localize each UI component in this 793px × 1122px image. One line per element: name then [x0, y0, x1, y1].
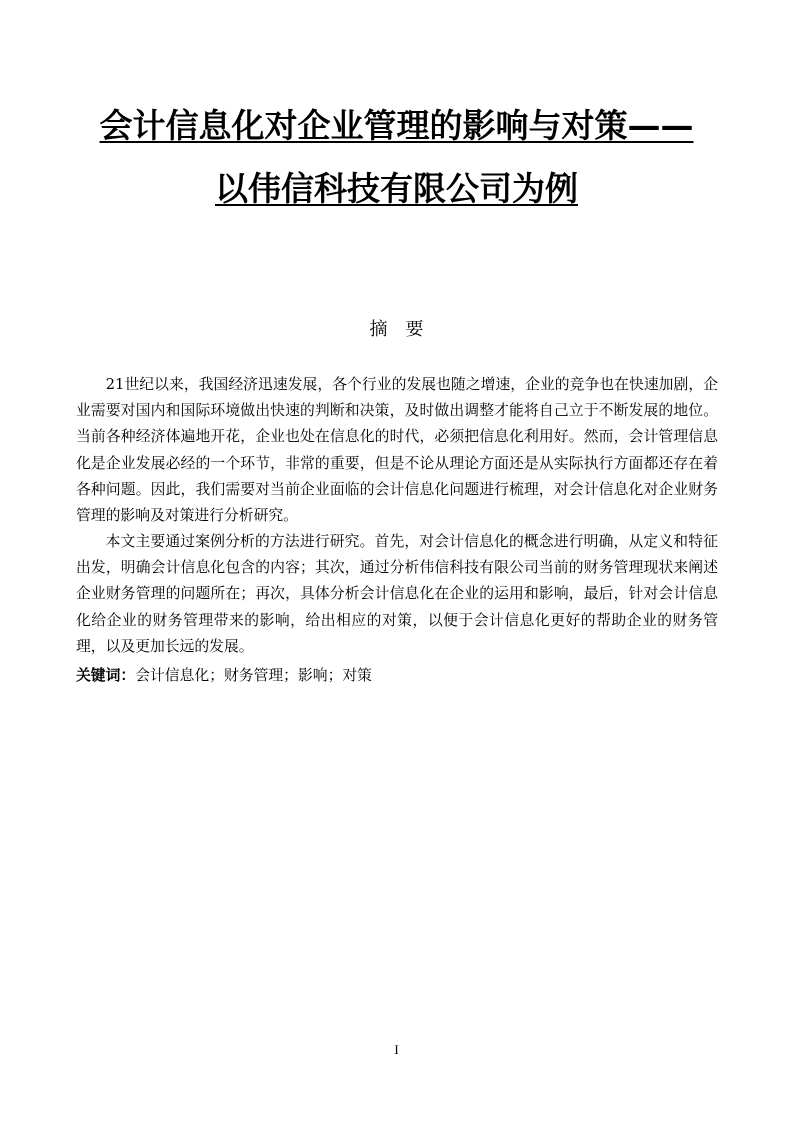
keywords-value: 会计信息化；财务管理；影响；对策 — [135, 667, 372, 684]
document-title-line-1: 会计信息化对企业管理的影响与对策—— — [99, 106, 694, 145]
keywords-line — [76, 663, 718, 689]
abstract-paragraph-1: 21世纪以来，我国经济迅速发展，各个行业的发展也随之增速，企业的竞争也在快速加剧，企业需要对国内和国际环境做出快速的判断和决策，及时做出调整才能将自己立于不断发展的地位。当前各种经济体遍地开花，企业也处在信息化的时代，必须把信息化利用好。然而，会计管理信息化是企业发展必经的一个环节，非常的重要，但是不论从理论方面还是从实际执行方面都还存在着各种问题。因此，我们需要对当前企业面临的会计信息化问题进行梳理，对会计信息化对企业财务管理的影响及对策进行分析研究。 — [76, 376, 718, 525]
keywords-label: 关键词： — [76, 667, 136, 684]
page-number: I — [394, 1042, 399, 1057]
abstract-paragraph-2: 本文主要通过案例分析的方法进行研究。首先，对会计信息化的概念进行明确，从定义和特征出发，明确会计信息化包含的内容；其次，通过分析伟信科技有限公司当前的财务管理现状来阐述企业财务管理的问题所在；再次，具体分析会计信息化在企业的运用和影响，最后，针对会计信息化给企业的财务管理带来的影响，给出相应的对策，以便于会计信息化更好的帮助企业的财务管理，以及更加长远的发展。 — [76, 533, 718, 655]
document-title-line-2: 以伟信科技有限公司为例 — [215, 169, 578, 208]
abstract-heading: 摘要 — [369, 319, 442, 340]
